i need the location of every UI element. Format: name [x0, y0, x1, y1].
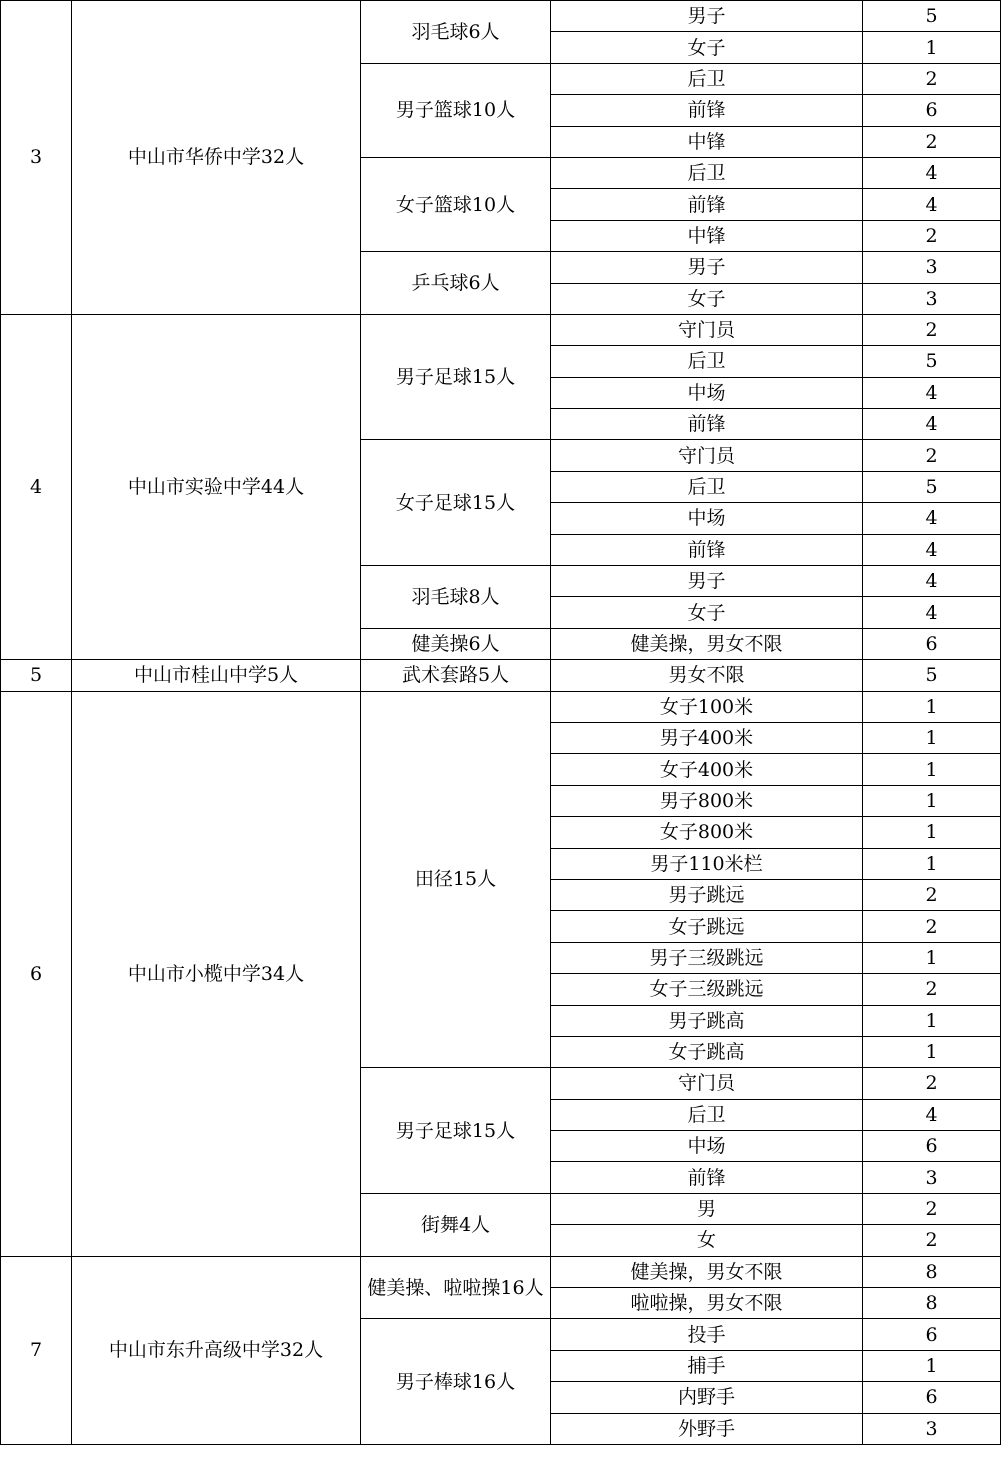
- count-cell: 6: [863, 1319, 1001, 1350]
- position-cell: 后卫: [551, 157, 863, 188]
- position-cell: 男: [551, 1193, 863, 1224]
- sport-cell: 男子棒球16人: [361, 1319, 551, 1445]
- sport-cell: 羽毛球8人: [361, 566, 551, 629]
- position-cell: 内野手: [551, 1382, 863, 1413]
- count-cell: 5: [863, 660, 1001, 691]
- count-cell: 2: [863, 126, 1001, 157]
- position-cell: 男子: [551, 252, 863, 283]
- sport-cell: 街舞4人: [361, 1193, 551, 1256]
- sport-cell: 乒乓球6人: [361, 252, 551, 315]
- position-cell: 男子跳远: [551, 879, 863, 910]
- position-cell: 女子: [551, 597, 863, 628]
- school-number-cell: 4: [1, 314, 72, 659]
- position-cell: 前锋: [551, 534, 863, 565]
- position-cell: 后卫: [551, 471, 863, 502]
- roster-body: [1, 1, 1001, 1445]
- position-cell: 中锋: [551, 220, 863, 251]
- count-cell: 6: [863, 95, 1001, 126]
- sport-cell: 女子足球15人: [361, 440, 551, 566]
- count-cell: 5: [863, 1, 1001, 32]
- position-cell: 女: [551, 1225, 863, 1256]
- count-cell: 2: [863, 220, 1001, 251]
- count-cell: 1: [863, 1005, 1001, 1036]
- count-cell: 5: [863, 471, 1001, 502]
- position-cell: 健美操，男女不限: [551, 1256, 863, 1287]
- count-cell: 1: [863, 1350, 1001, 1381]
- sport-cell: 女子篮球10人: [361, 157, 551, 251]
- sport-cell: 男子足球15人: [361, 1068, 551, 1194]
- position-cell: 男子800米: [551, 785, 863, 816]
- position-cell: 中场: [551, 377, 863, 408]
- position-cell: 前锋: [551, 1162, 863, 1193]
- count-cell: 4: [863, 377, 1001, 408]
- count-cell: 1: [863, 848, 1001, 879]
- count-cell: 4: [863, 566, 1001, 597]
- count-cell: 3: [863, 1162, 1001, 1193]
- position-cell: 男子400米: [551, 722, 863, 753]
- position-cell: 健美操，男女不限: [551, 628, 863, 659]
- sport-cell: 男子足球15人: [361, 314, 551, 440]
- position-cell: 女子三级跳远: [551, 974, 863, 1005]
- count-cell: 2: [863, 911, 1001, 942]
- position-cell: 啦啦操，男女不限: [551, 1288, 863, 1319]
- sport-cell: 健美操、啦啦操16人: [361, 1256, 551, 1319]
- count-cell: 6: [863, 1382, 1001, 1413]
- position-cell: 男女不限: [551, 660, 863, 691]
- table-row: [1, 1, 1001, 32]
- school-name-cell: 中山市小榄中学34人: [72, 691, 361, 1256]
- position-cell: 前锋: [551, 189, 863, 220]
- table-row: [1, 660, 1001, 691]
- position-cell: 中场: [551, 503, 863, 534]
- position-cell: 男子110米栏: [551, 848, 863, 879]
- count-cell: 4: [863, 189, 1001, 220]
- count-cell: 4: [863, 503, 1001, 534]
- count-cell: 2: [863, 1068, 1001, 1099]
- position-cell: 女子: [551, 283, 863, 314]
- count-cell: 2: [863, 879, 1001, 910]
- count-cell: 1: [863, 754, 1001, 785]
- sport-cell: 武术套路5人: [361, 660, 551, 691]
- position-cell: 女子跳高: [551, 1036, 863, 1067]
- sport-cell: 男子篮球10人: [361, 63, 551, 157]
- count-cell: 1: [863, 785, 1001, 816]
- position-cell: 守门员: [551, 440, 863, 471]
- count-cell: 6: [863, 1131, 1001, 1162]
- position-cell: 男子: [551, 1, 863, 32]
- position-cell: 女子400米: [551, 754, 863, 785]
- position-cell: 女子跳远: [551, 911, 863, 942]
- position-cell: 后卫: [551, 346, 863, 377]
- count-cell: 1: [863, 1036, 1001, 1067]
- count-cell: 3: [863, 252, 1001, 283]
- table-row: [1, 314, 1001, 345]
- school-number-cell: 7: [1, 1256, 72, 1444]
- position-cell: 捕手: [551, 1350, 863, 1381]
- position-cell: 后卫: [551, 1099, 863, 1130]
- school-name-cell: 中山市实验中学44人: [72, 314, 361, 659]
- position-cell: 外野手: [551, 1413, 863, 1444]
- count-cell: 1: [863, 817, 1001, 848]
- position-cell: 前锋: [551, 95, 863, 126]
- sport-cell: 健美操6人: [361, 628, 551, 659]
- position-cell: 男子跳高: [551, 1005, 863, 1036]
- count-cell: 1: [863, 691, 1001, 722]
- sport-cell: 田径15人: [361, 691, 551, 1068]
- count-cell: 4: [863, 409, 1001, 440]
- count-cell: 2: [863, 1193, 1001, 1224]
- position-cell: 中场: [551, 1131, 863, 1162]
- position-cell: 守门员: [551, 314, 863, 345]
- count-cell: 5: [863, 346, 1001, 377]
- position-cell: 中锋: [551, 126, 863, 157]
- school-name-cell: 中山市桂山中学5人: [72, 660, 361, 691]
- school-number-cell: 6: [1, 691, 72, 1256]
- count-cell: 8: [863, 1256, 1001, 1287]
- count-cell: 3: [863, 1413, 1001, 1444]
- sport-cell: 羽毛球6人: [361, 1, 551, 64]
- count-cell: 2: [863, 974, 1001, 1005]
- count-cell: 8: [863, 1288, 1001, 1319]
- count-cell: 1: [863, 32, 1001, 63]
- table-row: [1, 691, 1001, 722]
- position-cell: 女子: [551, 32, 863, 63]
- count-cell: 1: [863, 942, 1001, 973]
- position-cell: 前锋: [551, 409, 863, 440]
- count-cell: 2: [863, 1225, 1001, 1256]
- count-cell: 4: [863, 534, 1001, 565]
- count-cell: 2: [863, 440, 1001, 471]
- position-cell: 守门员: [551, 1068, 863, 1099]
- position-cell: 男子三级跳远: [551, 942, 863, 973]
- count-cell: 4: [863, 157, 1001, 188]
- count-cell: 2: [863, 314, 1001, 345]
- count-cell: 4: [863, 597, 1001, 628]
- count-cell: 1: [863, 722, 1001, 753]
- position-cell: 男子: [551, 566, 863, 597]
- school-number-cell: 5: [1, 660, 72, 691]
- table-row: [1, 1256, 1001, 1287]
- school-name-cell: 中山市华侨中学32人: [72, 1, 361, 315]
- position-cell: 后卫: [551, 63, 863, 94]
- position-cell: 女子800米: [551, 817, 863, 848]
- count-cell: 4: [863, 1099, 1001, 1130]
- count-cell: 6: [863, 628, 1001, 659]
- position-cell: 女子100米: [551, 691, 863, 722]
- school-name-cell: 中山市东升高级中学32人: [72, 1256, 361, 1444]
- count-cell: 2: [863, 63, 1001, 94]
- count-cell: 3: [863, 283, 1001, 314]
- school-number-cell: 3: [1, 1, 72, 315]
- position-cell: 投手: [551, 1319, 863, 1350]
